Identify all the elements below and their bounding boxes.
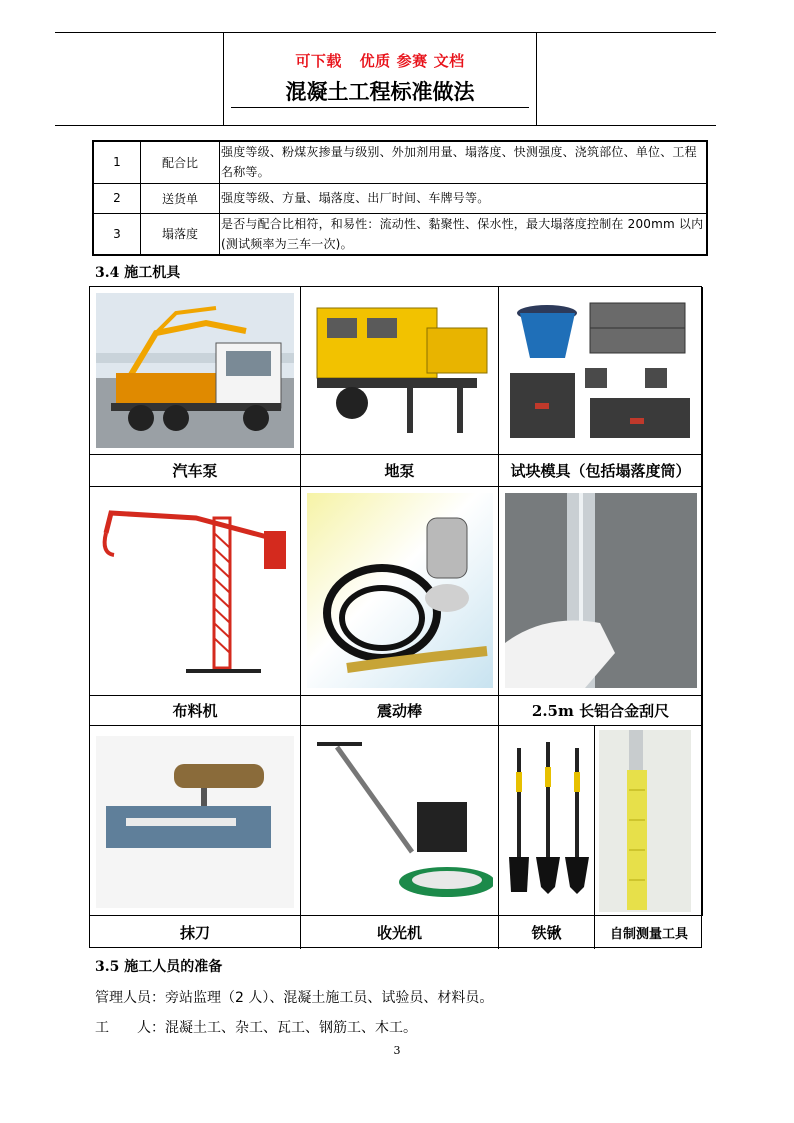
worker-staff-text: 工 人：混凝土工、杂工、瓦工、钢筋工、木工。	[95, 1020, 417, 1036]
equipment-grid	[89, 286, 702, 948]
table-row	[93, 183, 707, 213]
test-molds-image	[505, 293, 697, 448]
trowel-image	[96, 736, 294, 908]
measuring-tool-image	[599, 730, 691, 912]
test-molds-icon	[505, 293, 697, 448]
management-staff-text: 管理人员：旁站监理（2 人）、混凝土施工员、试验员、材料员。	[95, 990, 494, 1006]
caption-shovel: 铁锹	[499, 916, 595, 949]
caption-vibrator: 震动棒	[301, 696, 499, 726]
title-underline	[231, 107, 529, 108]
row-item: 送货单	[141, 183, 220, 213]
row-description: 强度等级、粉煤灰掺量与级别、外加剂用量、塌落度、快测强度、浇筑部位、单位、工程名称等。	[220, 141, 708, 183]
equipment-cell	[499, 487, 703, 696]
header-tag: 参赛	[396, 52, 428, 70]
caption-measuring-tool: 自制测量工具	[609, 927, 688, 942]
caption-straightedge: 2.5m 长铝合金刮尺	[499, 696, 703, 726]
measuring-tool-icon	[599, 730, 691, 912]
caption-test-molds: 试块模具（包括塌落度筒）	[499, 455, 703, 487]
ground-pump-image	[307, 293, 493, 448]
equipment-cell	[499, 726, 595, 916]
section-heading-staff: 3.5 施工人员的准备	[95, 959, 223, 975]
row-description: 是否与配合比相符，和易性：流动性、黏聚性、保水性，最大塌落度控制在 200mm 以内(测试频率为三车一次)。	[220, 213, 708, 255]
row-number: 3	[93, 213, 141, 255]
equipment-cell	[90, 726, 301, 916]
shovel-icon	[505, 742, 591, 902]
caption-trowel: 抹刀	[90, 916, 301, 949]
row-description: 强度等级、方量、塌落度、出厂时间、车牌号等。	[220, 183, 708, 213]
header-top-rule	[55, 32, 716, 33]
equipment-cell	[595, 726, 703, 916]
placing-boom-icon	[96, 493, 294, 688]
equipment-cell	[301, 287, 499, 455]
equipment-cell	[301, 726, 499, 916]
equipment-cell	[301, 487, 499, 696]
header-tag: 可下载	[295, 52, 342, 70]
caption-power-trowel: 收光机	[301, 916, 499, 949]
trowel-icon	[96, 736, 294, 908]
concrete-check-table	[92, 140, 708, 256]
row-number: 1	[93, 141, 141, 183]
power-trowel-icon	[307, 732, 493, 910]
document-title: 混凝土工程标准做法	[285, 79, 475, 104]
ground-pump-icon	[307, 293, 493, 448]
equipment-cell	[90, 487, 301, 696]
equipment-cell	[90, 287, 301, 455]
placing-boom-image	[96, 493, 294, 688]
table-row	[93, 213, 707, 255]
shovel-image	[505, 742, 591, 902]
table-row	[93, 141, 707, 183]
header-right-divider	[536, 32, 537, 125]
caption-truck-pump: 汽车泵	[90, 455, 301, 487]
truck-pump-image	[96, 293, 294, 448]
straightedge-icon	[505, 493, 697, 688]
header-tag: 优质	[359, 52, 391, 70]
header-tag: 文档	[433, 52, 465, 70]
vibrator-image	[307, 493, 493, 688]
truck-pump-icon	[96, 293, 294, 448]
header-bottom-rule	[55, 125, 716, 126]
equipment-cell	[499, 287, 703, 455]
straightedge-image	[505, 493, 697, 688]
caption-ground-pump: 地泵	[301, 455, 499, 487]
vibrator-icon	[307, 493, 493, 688]
power-trowel-image	[307, 732, 493, 910]
caption-placing-boom: 布料机	[90, 696, 301, 726]
section-heading-tools: 3.4 施工机具	[95, 265, 181, 281]
page-number: 3	[393, 1044, 401, 1057]
row-number: 2	[93, 183, 141, 213]
row-item: 配合比	[141, 141, 220, 183]
header-tagline	[224, 50, 536, 71]
row-item: 塌落度	[141, 213, 220, 255]
